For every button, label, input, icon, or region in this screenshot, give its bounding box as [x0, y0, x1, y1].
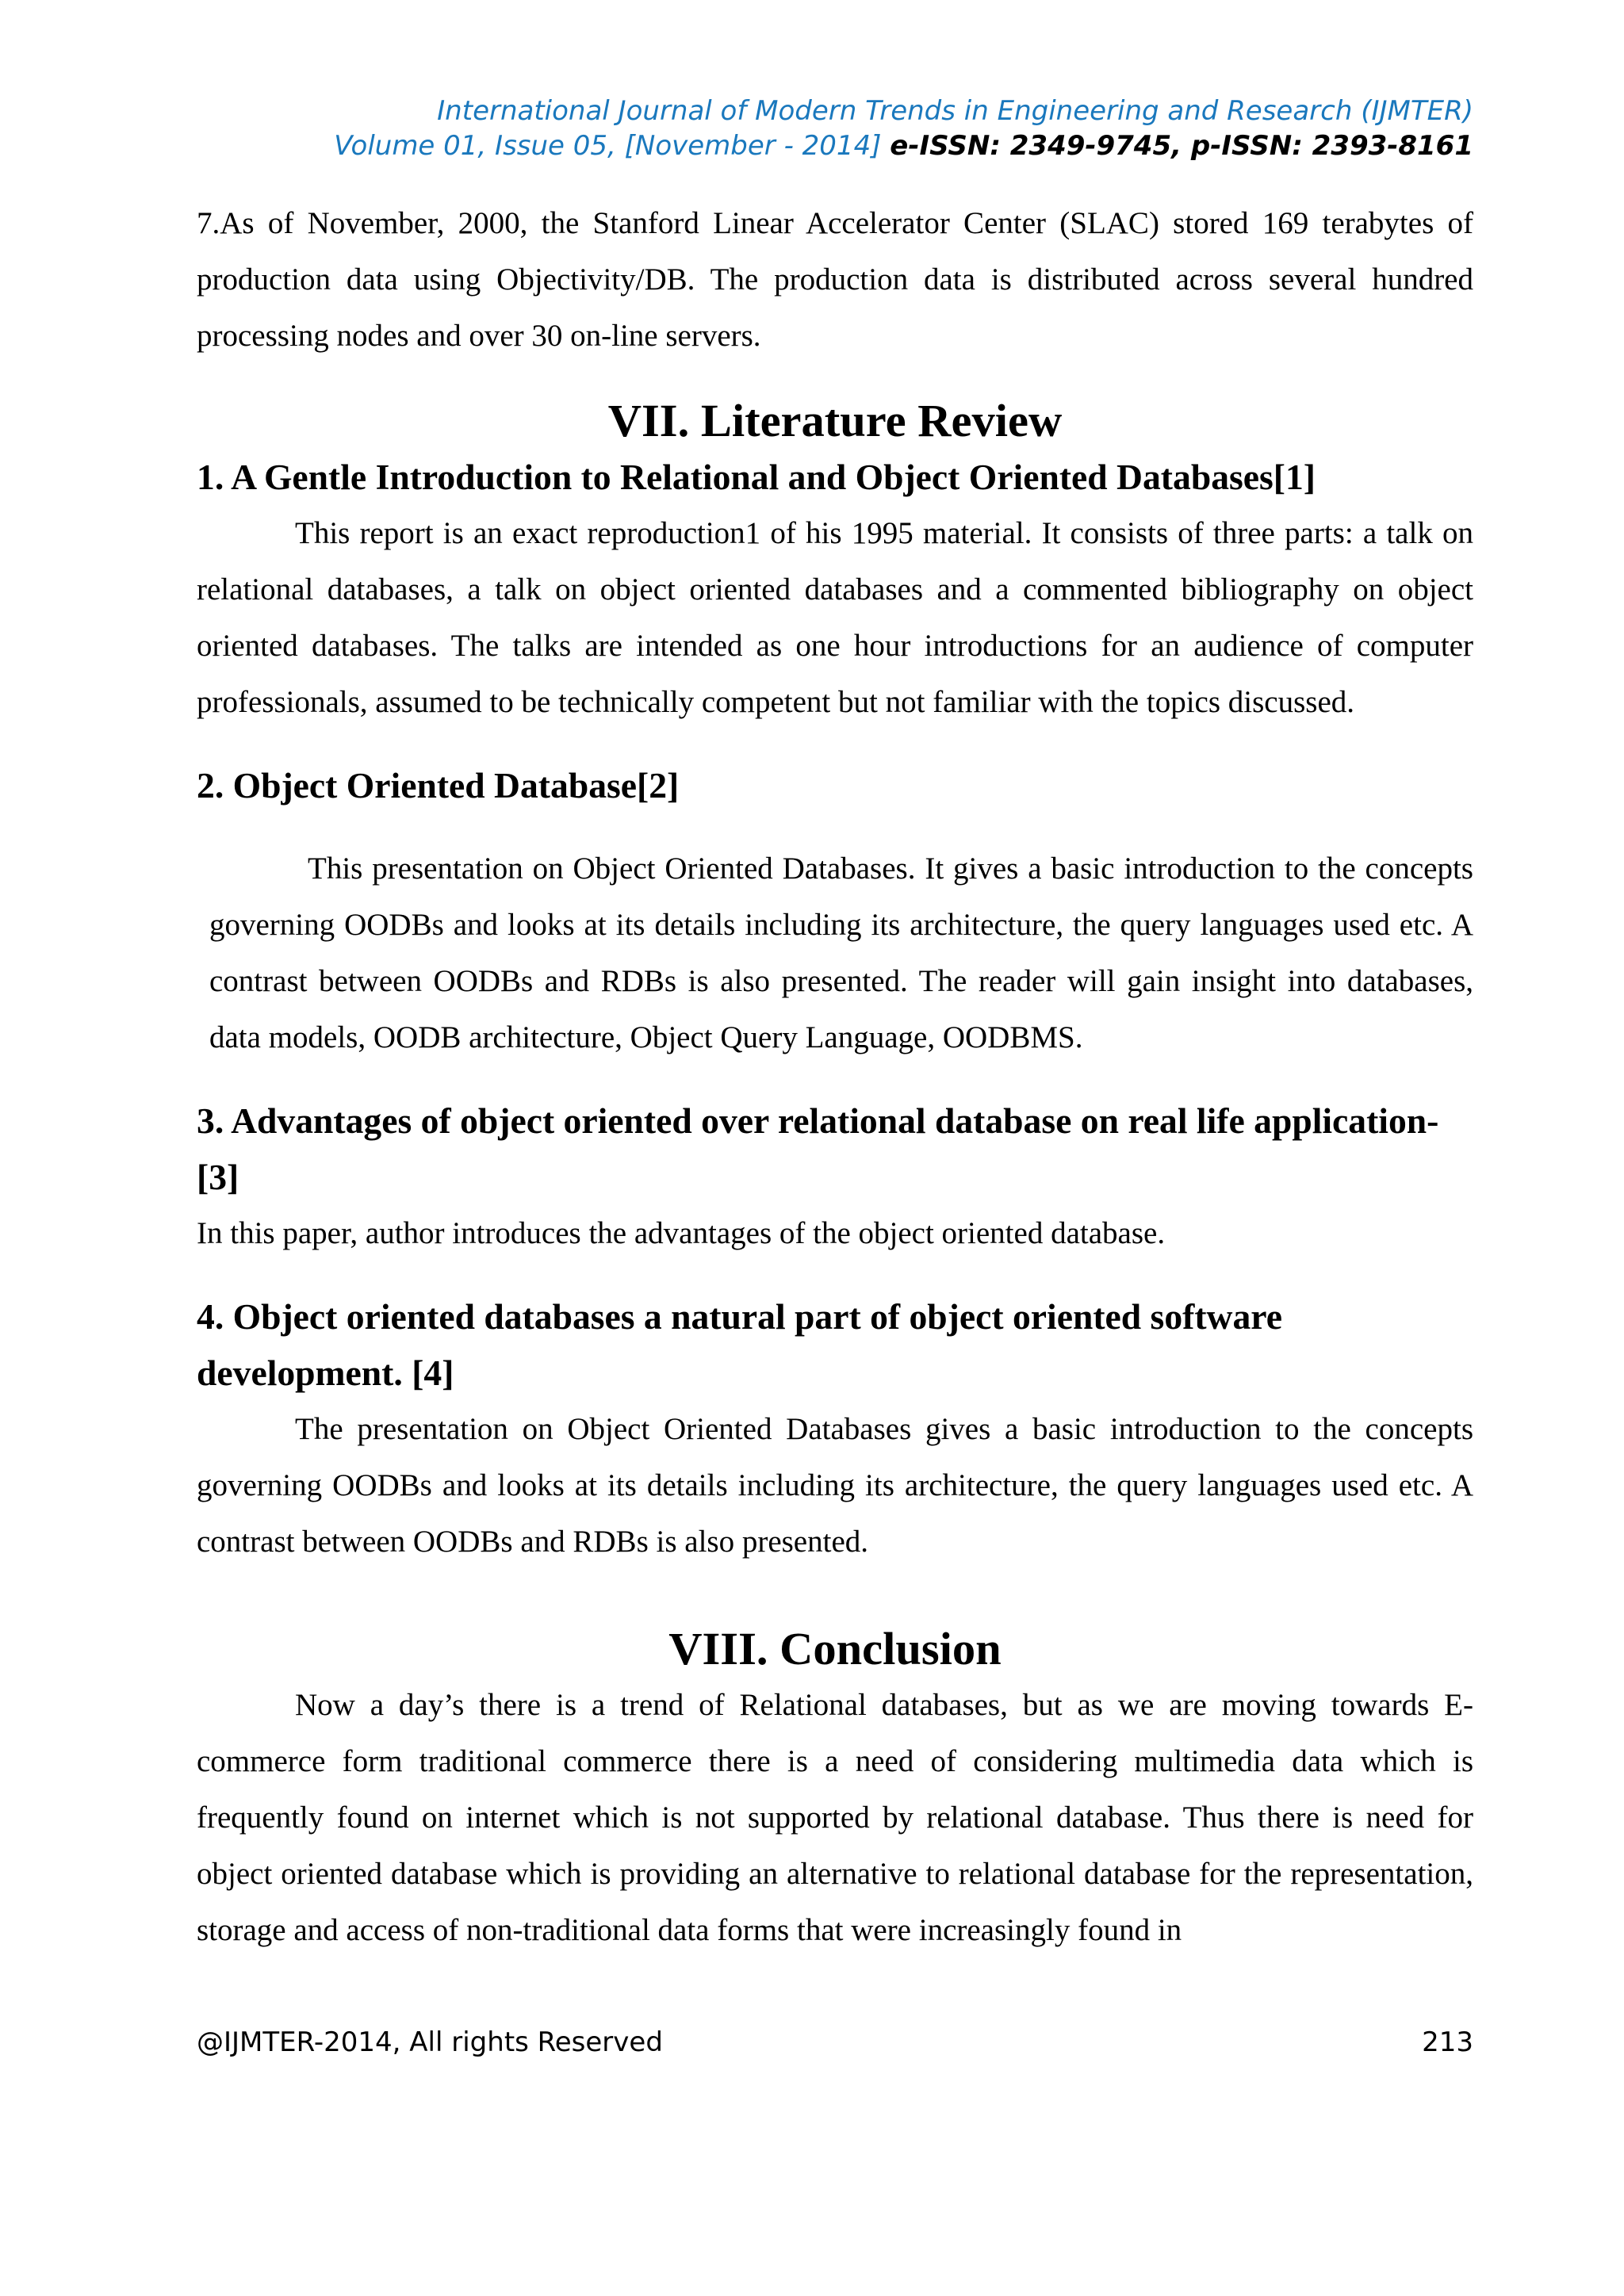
page-number: 213 [1422, 2026, 1473, 2058]
review-item-4-text: The presentation on Object Oriented Databases gives a basic introduction to the concepts governing OODBs and looks at its details including its architecture, the query languages used etc. A contrast between OODBs and RDBs is also presented. [197, 1412, 1473, 1559]
journal-volume-line [197, 128, 1473, 163]
review-item-2-title: 2. Object Oriented Database[2] [197, 765, 680, 806]
paper-body [197, 195, 1473, 1958]
intro-paragraph: 7.As of November, 2000, the Stanford Linear Accelerator Center (SLAC) stored 169 terabytes of production data using Objectivity/DB. The production data is distributed across several hundred processing nodes and over 30 on-line servers. [197, 206, 1473, 353]
journal-issn: e-ISSN: 2349-9745, p-ISSN: 2393-8161 [890, 130, 1473, 162]
journal-header [197, 94, 1473, 163]
review-item-3-title: 3. Advantages of object oriented over relational database on real life application- [3] [197, 1100, 1439, 1197]
page-footer [197, 2026, 1473, 2058]
footer-copyright: @IJMTER-2014, All rights Reserved [197, 2026, 663, 2058]
section-heading-conclusion: VIII. Conclusion [668, 1623, 1002, 1674]
journal-title: International Journal of Modern Trends in Engineering and Research (IJMTER) [437, 95, 1473, 127]
journal-volume: Volume 01, Issue 05, [November - 2014] [334, 130, 882, 162]
review-item-1-title: 1. A Gentle Introduction to Relational and Object Oriented Databases[1] [197, 457, 1316, 497]
review-item-2-text: This presentation on Object Oriented Databases. It gives a basic introduction to the concepts governing OODBs and looks at its details including its architecture, the query languages used etc. A contrast between OODBs and RDBs is also presented. The reader will gain insight into databases, data models, OODB architecture, Object Query Language, OODBMS. [209, 851, 1473, 1054]
section-heading-literature-review: VII. Literature Review [607, 395, 1063, 446]
conclusion-text: Now a day’s there is a trend of Relational databases, but as we are moving towards E-commerce form traditional commerce there is a need of considering multimedia data which is frequently found on internet which is not supported by relational database. Thus there is need for object oriented database which is providing an alternative to relational database for the representation, storage and access of non-traditional data forms that were increasingly found in [197, 1688, 1473, 1947]
review-item-3-text: In this paper, author introduces the advantages of the object oriented database. [197, 1216, 1166, 1250]
review-item-1-text: This report is an exact reproduction1 of his 1995 material. It consists of three parts: a talk on relational databases, a talk on object oriented databases and a commented bibliography on object oriented databases. The talks are intended as one hour introductions for an audience of computer professionals, assumed to be technically competent but not familiar with the topics discussed. [197, 516, 1473, 719]
review-item-4-title: 4. Object oriented databases a natural part of object oriented software development. [4] [197, 1296, 1282, 1393]
